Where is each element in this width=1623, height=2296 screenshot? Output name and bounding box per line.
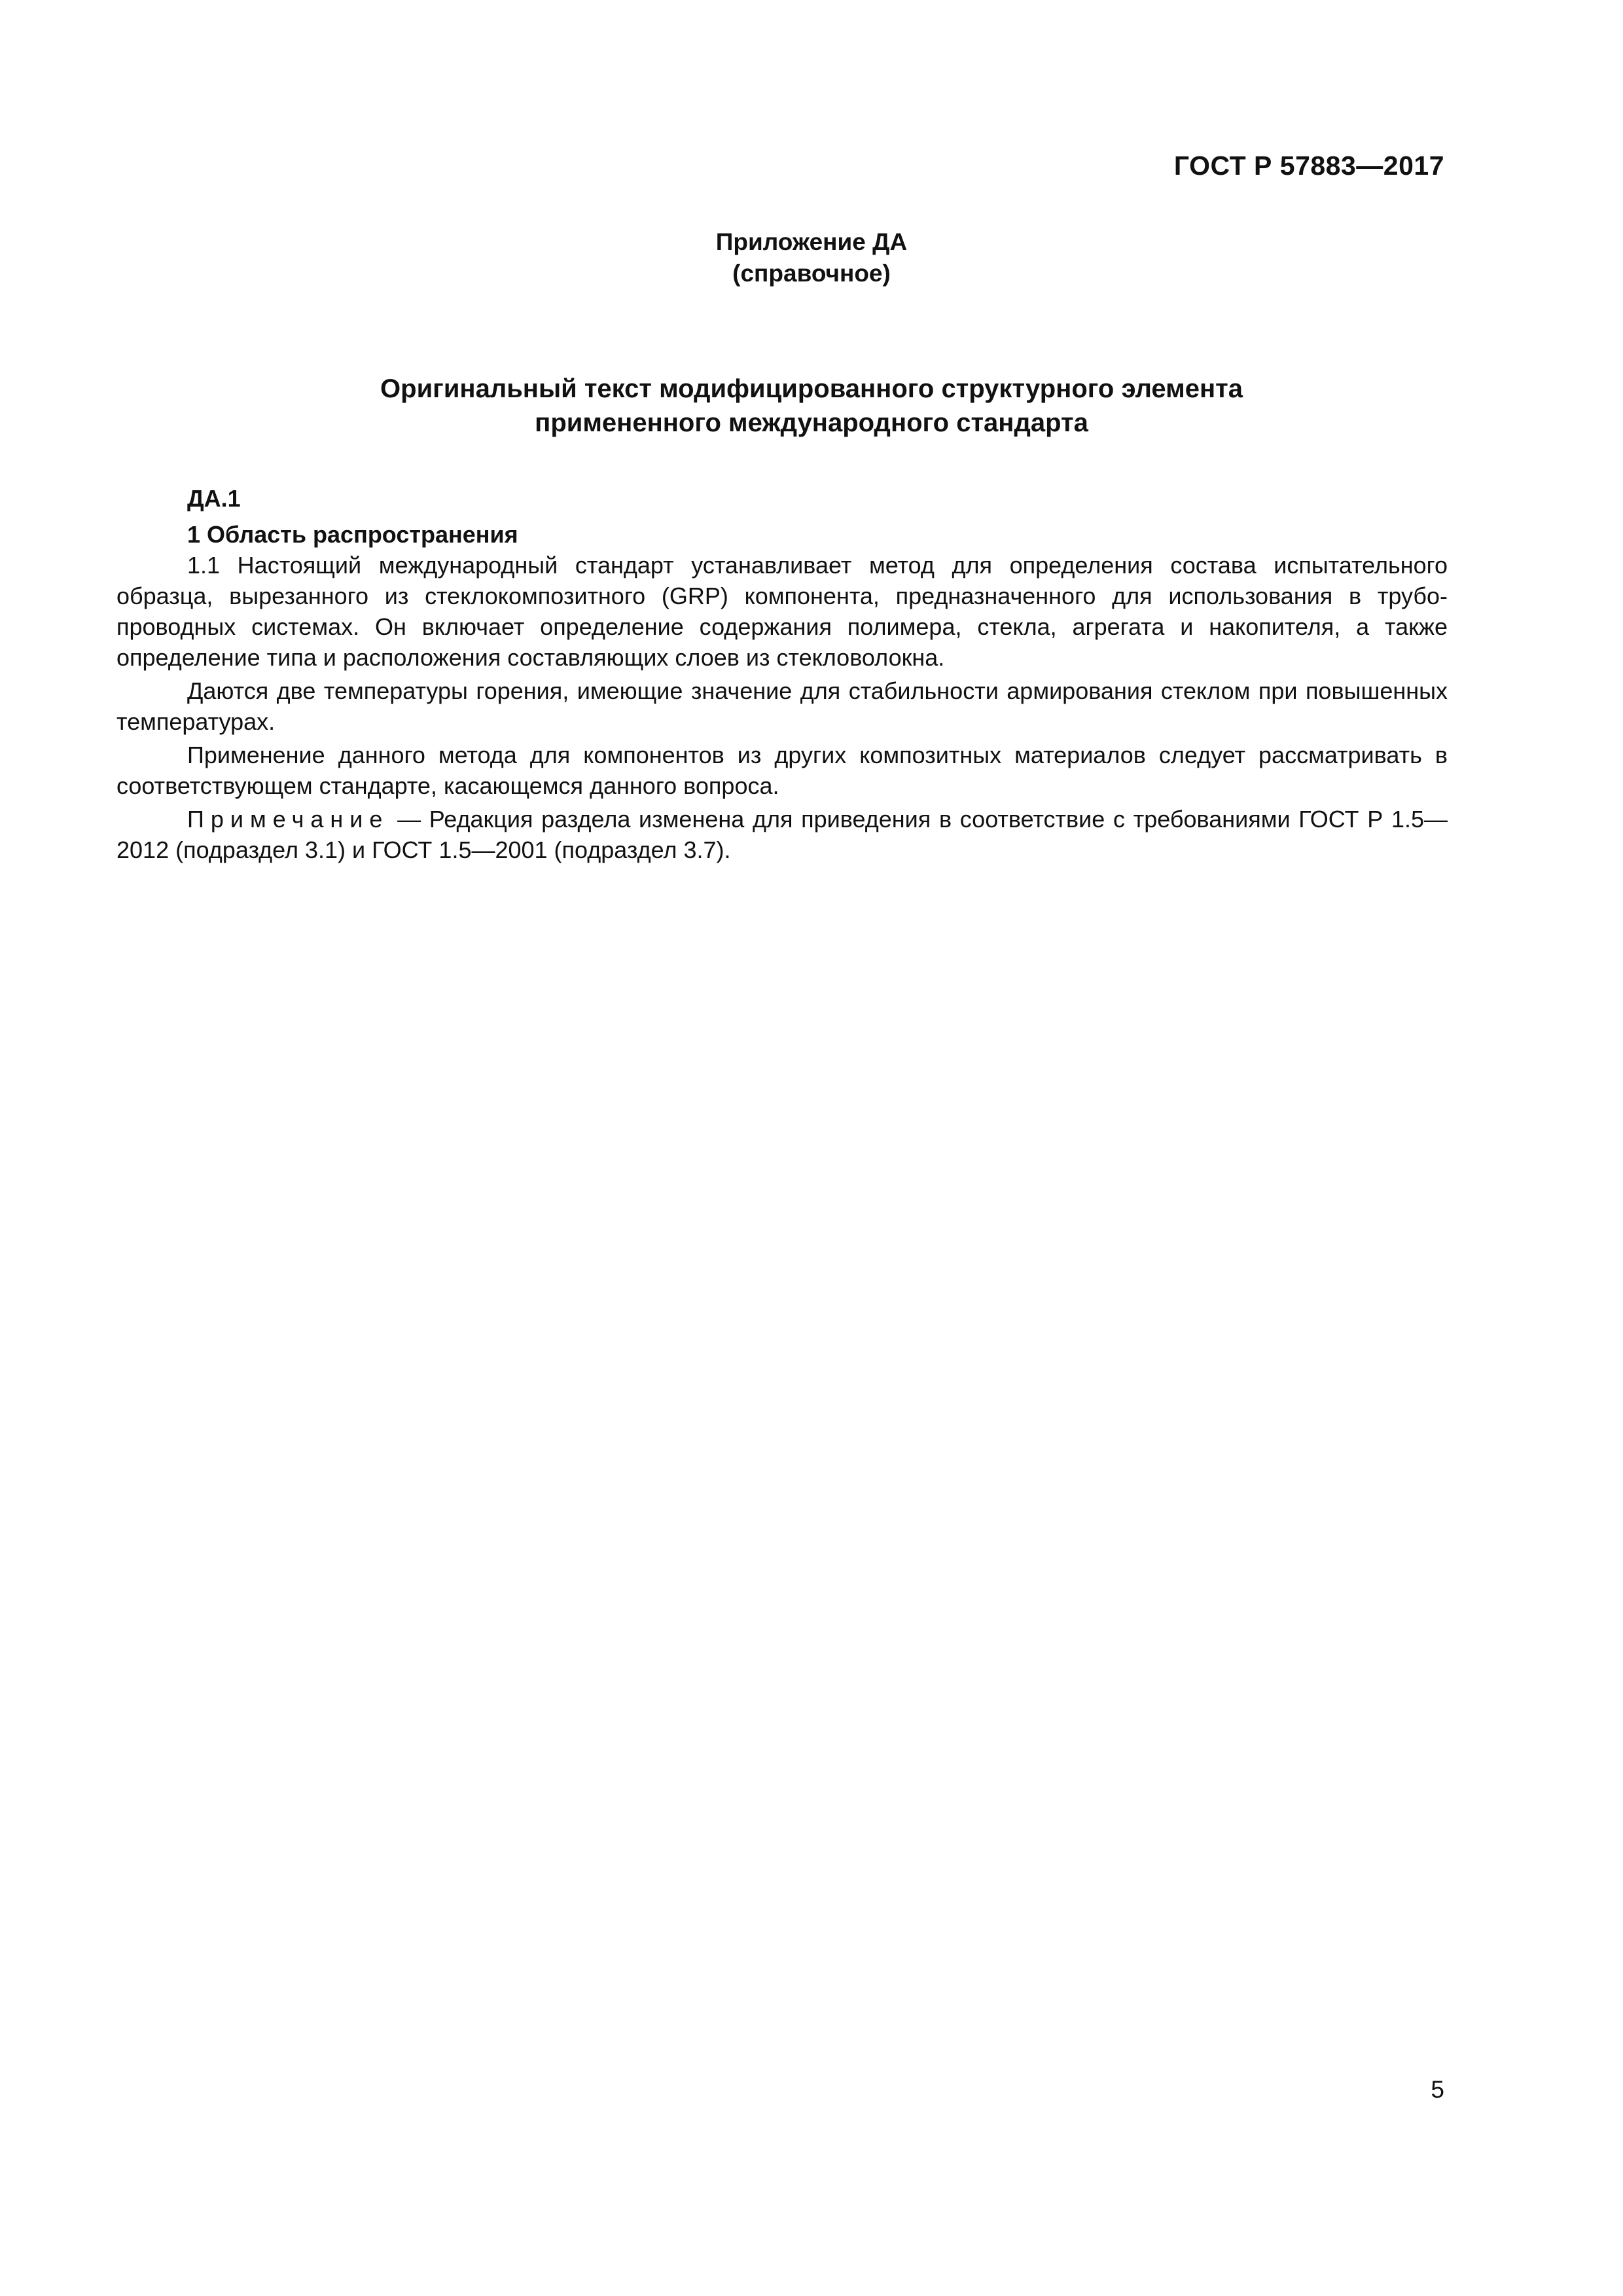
document-code: ГОСТ Р 57883—2017: [1173, 151, 1444, 181]
paragraph-1: 1.1 Настоящий международный стандарт устанавливает метод для определения состава испытательного образца, вырезанного из стеклокомпозитного (GRP) компонента, предназначенного для использования в трубопроводных системах. Он включает определение содержания полимера, стекла, агрегата и накопителя, а также определение типа и расположения составляющих слоев из стекловолокна.: [116, 552, 1448, 671]
appendix-label: Приложение ДА: [715, 228, 908, 255]
appendix-title: [0, 372, 1623, 440]
note: [116, 804, 1448, 865]
paragraph-3: Применение данного метода для компонентов из других композитных материалов следует рассматривать в соответствующем стандарте, касающемся данного вопроса.: [116, 742, 1448, 799]
section-content: [116, 483, 1448, 865]
paragraph-2: Даются две температуры горения, имеющие значение для стабильности армирования стеклом при повышенных температурах.: [116, 677, 1448, 735]
appendix-header: [0, 226, 1623, 289]
note-text: — Редакция раздела изменена для приведения в соответствие с требованиями ГОСТ Р 1.5—2012 (подраздел 3.1) и ГОСТ 1.5—2001 (подраздел 3.7).: [116, 806, 1448, 863]
appendix-type: (справочное): [732, 260, 891, 287]
page-number: 5: [1431, 2076, 1444, 2103]
appendix-title-line-2: примененного международного стандарта: [535, 408, 1088, 437]
section-label: ДА.1: [187, 485, 241, 512]
appendix-title-line-1: Оригинальный текст модифицированного структурного элемента: [380, 374, 1243, 403]
section-heading: 1 Область распространения: [187, 521, 518, 548]
note-label: Примечание: [187, 806, 389, 833]
